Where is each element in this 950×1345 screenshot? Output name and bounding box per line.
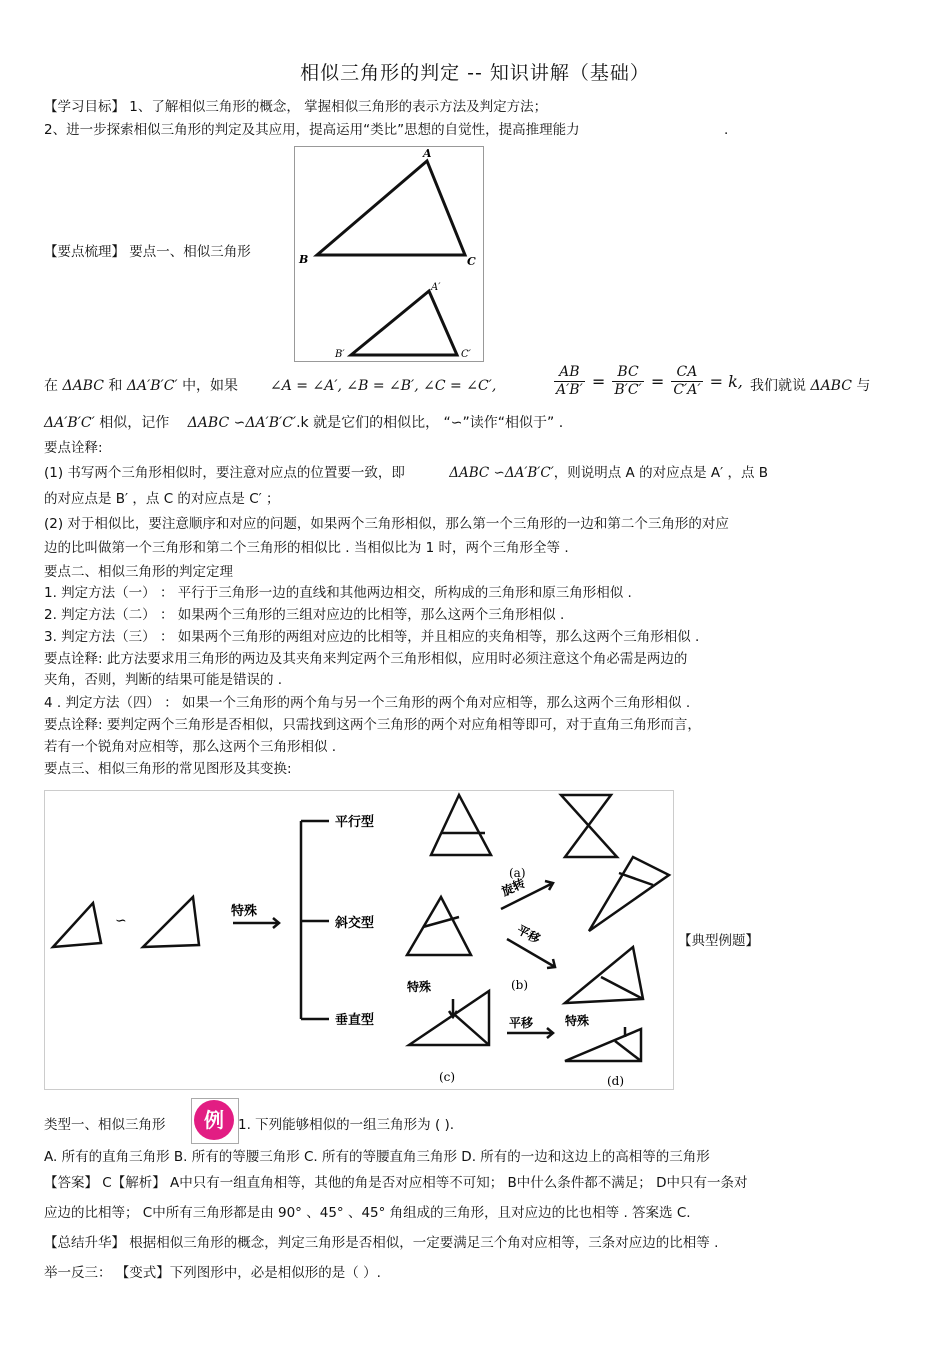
method3-note2: 夹角，否则，判断的结果可能是错误的 . [44,672,283,688]
learning-goals-line2: 2、进一步探索相似三角形的判定及其应用，提高运用“类比”思想的自觉性，提高推理能力 [44,122,580,138]
label-perpendicular-type: 垂直型 [335,1013,375,1028]
ratio-bc: $\frac{BC}{B'C'}$ [614,364,642,398]
triangle-a1b1c1 [351,291,457,355]
triangle-abc [317,161,465,255]
caption-b: (b) [511,978,529,992]
definition-angles: ∠A = ∠A′, ∠B = ∠B′, ∠C = ∠C′, [270,378,497,394]
note2-line2: 边的比叫做第一个三角形和第二个三角形的相似比 . 当相似比为 1 时，两个三角形全等 . [44,540,569,556]
learning-goals-period: . [724,122,729,138]
method4-note1: 要点诠释: 要判定两个三角形是否相似，只需找到这两个三角形的两个对应角相等即可，对于直角三角形而言， [44,717,701,733]
label-a-prime: A′ [431,282,441,293]
point1-heading: 【要点梳理】 要点一、相似三角形 [44,244,251,260]
label-rotate: 旋转 [499,875,528,899]
label-parallel-type: 平行型 [335,815,375,830]
caption-d: (d) [607,1074,625,1088]
parallel-triangle [431,795,491,855]
point2-heading: 要点二、相似三角形的判定定理 [44,564,233,580]
label-b-prime: B′ [335,349,345,360]
label-c: C [467,255,476,268]
type1-label: 类型一、相似三角形 [44,1117,166,1133]
question-1: 1. 下列能够相似的一组三角形为 ( ). [238,1117,455,1133]
answer-line1: 【答案】 C【解析】 A中只有一组直角相等，其他的角是否对应相等不可知； B中什么条件都不满足； D中只有一条对 [44,1175,748,1191]
summary: 【总结升华】 根据相似三角形的概念，判定三角形是否相似，一定要满足三个角对应相等，三条对应边的比相等 . [44,1235,719,1251]
variant-question: 举一反三： 【变式】下列图形中，必是相似形的是（ ）. [44,1265,381,1281]
similar-symbol: ∽ [115,913,127,929]
label-special: 特殊 [231,904,258,919]
note1-line1: (1) 书写两个三角形相似时，要注意对应点的位置要一致，即 ΔABC ∽ΔA′B′C′，则说明点 A 的对应点是 A′ ，点 B [44,465,769,481]
question-1-options: A. 所有的直角三角形 B. 所有的等腰三角形 C. 所有的等腰直角三角形 D. 所有的一边和这边上的高相等的三角形 [44,1149,710,1165]
method2: 2. 判定方法（二） ： 如果两个三角形的三组对应边的比相等，那么这两个三角形相似 . [44,607,565,623]
rotated-triangle [589,857,669,931]
oblique-triangle [407,897,471,955]
base-triangle-2 [143,897,199,947]
note1-line2: 的对应点是 B′ ，点 C 的对应点是 C′ ； [44,491,280,507]
ratio-ab: $\frac{AB}{A'B'}$ [556,364,583,398]
label-c-prime: C′ [461,349,471,360]
translated-triangle [565,947,643,1003]
definition-ratios: $\frac{AB}{A'B'}$ = $\frac{BC}{B'C'}$ = $\frac{CA}{C'A'}$ = k, [556,364,743,398]
definition-line1: 在 ΔABC 和 ΔA′B′C′ 中，如果 [44,378,239,394]
answer-line2: 应边的比相等； C中所有三角形都是由 90° 、45° 、45° 角组成的三角形，且对应边的比也相等 . 答案选 C. [44,1205,691,1221]
label-translate-2: 平移 [509,1016,534,1030]
definition-line1-end: 我们就说 ΔABC 与 [750,378,871,394]
right-triangle-c [409,991,489,1045]
label-translate: 平移 [514,922,543,947]
label-oblique-type: 斜交型 [335,916,375,931]
similar-triangles-figure [294,146,484,362]
method4: 4 . 判定方法（四） ： 如果一个三角形的两个角与另一个三角形的两个角对应相等，那么这两个三角形相似 . [44,695,691,711]
example-badge: 例 [194,1100,234,1140]
caption-a: (a) [509,866,526,880]
typical-examples-label: 【典型例题】 [678,933,759,949]
point3-heading: 要点三、相似三角形的常见图形及其变换: [44,761,292,777]
learning-goals-line1: 【学习目标】 1、了解相似三角形的概念， 掌握相似三角形的表示方法及判定方法； [44,99,548,115]
method3: 3. 判定方法（三） ： 如果两个三角形的两组对应边的比相等，并且相应的夹角相等，那么这两个三角形相似 . [44,629,700,645]
ratio-ca: $\frac{CA}{C'A'}$ [673,364,701,398]
right-triangle-d [565,1029,641,1061]
method4-note2: 若有一个锐角对应相等，那么这两个三角形相似 . [44,739,337,755]
note2-line1: (2) 对于相似比，要注意顺序和对应的问题，如果两个三角形相似，那么第一个三角形的一边和第二个三角形的对应 [44,516,729,532]
label-special-2: 特殊 [407,980,432,994]
base-triangle-1 [53,903,101,947]
page-title: 相似三角形的判定 -- 知识讲解（基础） [300,62,650,84]
method1: 1. 判定方法（一） ： 平行于三角形一边的直线和其他两边相交，所构成的三角形和原三角形相似 . [44,585,632,601]
label-a: A [423,147,432,160]
notes-heading: 要点诠释: [44,440,103,456]
method3-note1: 要点诠释: 此方法要求用三角形的两边及其夹角来判定两个三角形相似，应用时必须注意这个角必需是两边的 [44,651,688,667]
hourglass-figure [561,795,617,857]
label-special-3: 特殊 [565,1014,590,1028]
definition-line2: ΔA′B′C′ 相似，记作 ΔABC ∽ΔA′B′C′.k 就是它们的相似比， “∽”读作“相似于” . [44,415,564,431]
common-figures-diagram [44,790,674,1090]
caption-c: (c) [439,1070,456,1084]
label-b: B [299,253,309,266]
